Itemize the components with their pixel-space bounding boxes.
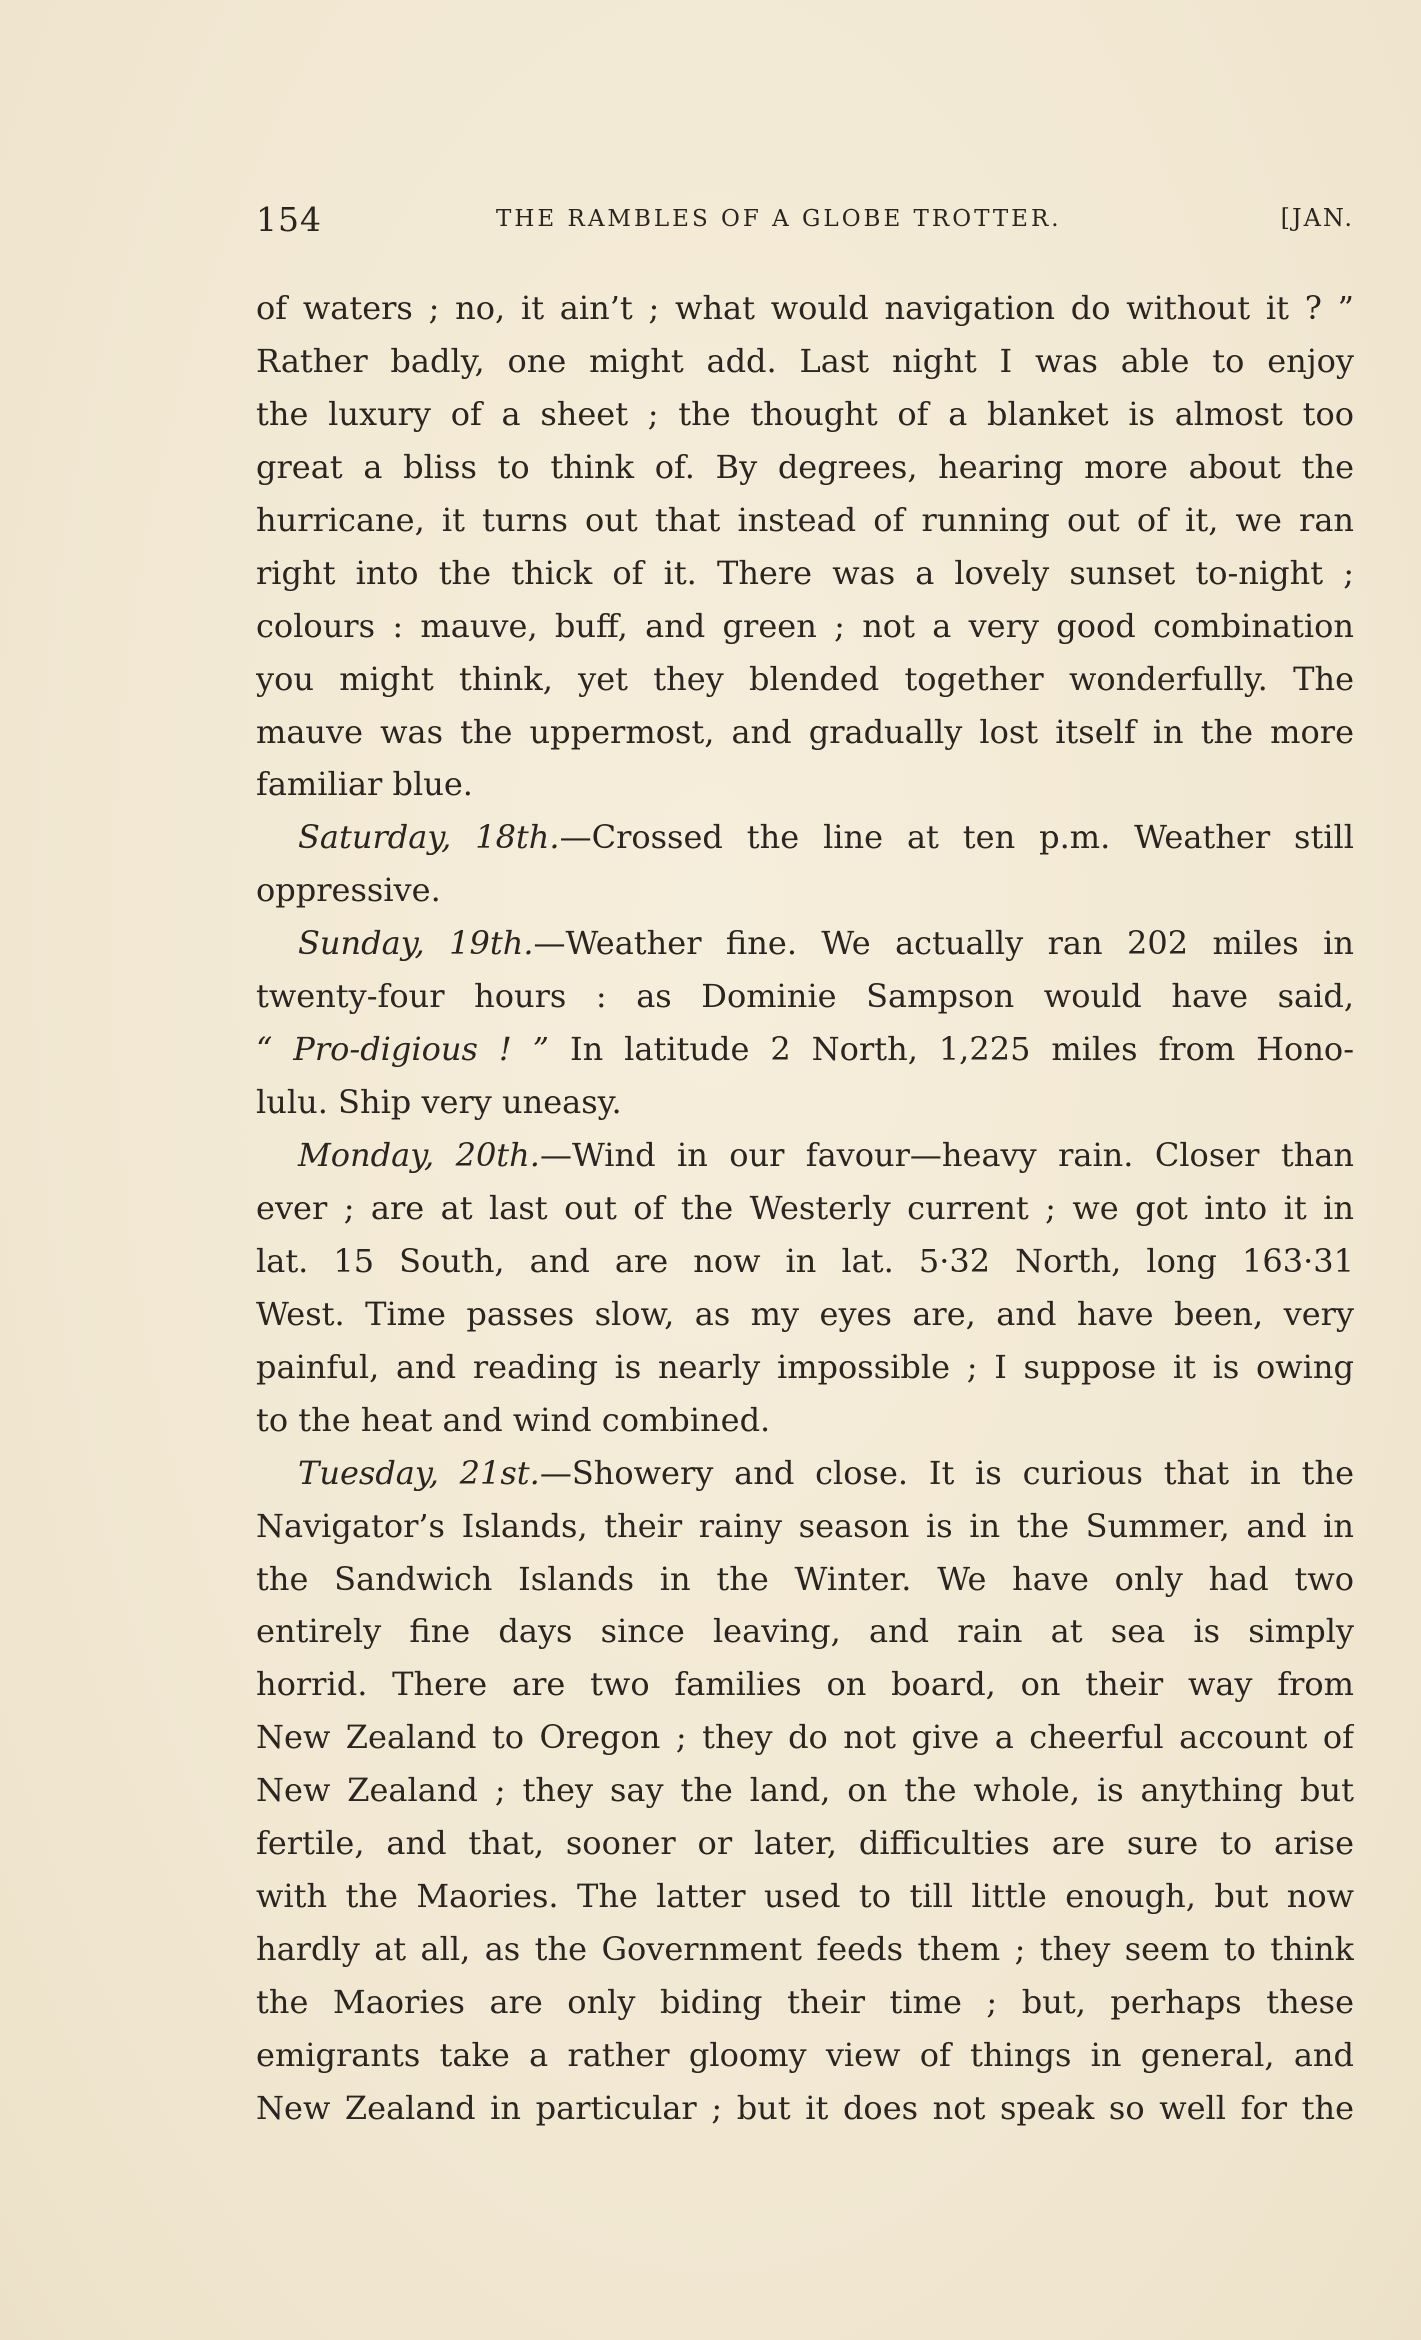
text-line: entirely fine days since leaving, and rain at sea is simply <box>256 1612 1354 1651</box>
entry-text: —Weather fine. We actually ran 202 miles in <box>533 924 1354 963</box>
text-line: fertile, and that, sooner or later, difficulties are sure to arise <box>256 1824 1354 1863</box>
entry-text: —Wind in our favour—heavy rain. Closer than <box>539 1136 1354 1174</box>
page-number: 154 <box>256 200 322 239</box>
text-line: Navigator’s Islands, their rainy season is in the Summer, and in <box>256 1506 1354 1545</box>
text-line: familiar blue. <box>256 765 473 804</box>
text-line: mauve was the uppermost, and gradually lost itself in the more <box>256 712 1354 751</box>
text-line: of waters ; no, it ain’t ; what would navigation do without it ? ” <box>256 289 1354 327</box>
diary-entry-monday <box>256 1129 1354 1182</box>
entry-date: Sunday, 19th. <box>298 924 534 963</box>
diary-entry-tuesday <box>256 1447 1354 1500</box>
text-line: West. Time passes slow, as my eyes are, and have been, very <box>256 1294 1354 1333</box>
text-line: emigrants take a rather gloomy view of things in general, and <box>256 2035 1354 2074</box>
text-line: Rather badly, one might add. Last night I was able to enjoy <box>256 341 1354 380</box>
running-header <box>256 200 1354 240</box>
text-line: hurricane, it turns out that instead of running out of it, we ran <box>256 500 1354 539</box>
running-title: THE RAMBLES OF A GLOBE TROTTER. <box>496 206 1062 232</box>
entry-date: Monday, 20th. <box>298 1136 540 1174</box>
entry-text: In latitude 2 North, 1,225 miles from Hono- <box>549 1030 1354 1069</box>
text-line: the Sandwich Islands in the Winter. We have only had two <box>256 1559 1354 1598</box>
text-line: New Zealand ; they say the land, on the whole, is anything but <box>256 1771 1354 1810</box>
text-line: the Maories are only biding their time ; but, perhaps these <box>256 1983 1354 2021</box>
text-line-quote <box>256 1023 1354 1076</box>
text-line: lat. 15 South, and are now in lat. 5·32 North, long 163·31 <box>256 1241 1354 1280</box>
entry-text: —Showery and close. It is curious that in the <box>539 1453 1354 1492</box>
text-line: with the Maories. The latter used to till little enough, but now <box>256 1877 1354 1916</box>
text-line: great a bliss to think of. By degrees, hearing more about the <box>256 447 1354 486</box>
text-line: right into the thick of it. There was a lovely sunset to-night ; <box>256 553 1354 592</box>
text-line: painful, and reading is nearly impossible ; I suppose it is owing <box>256 1347 1354 1386</box>
month-marker: [JAN. <box>1280 204 1354 232</box>
text-line: New Zealand to Oregon ; they do not give a cheerful account of <box>256 1718 1354 1757</box>
text-line: the luxury of a sheet ; the thought of a blanket is almost too <box>256 394 1354 433</box>
entry-date: Tuesday, 21st. <box>298 1453 540 1492</box>
quoted-exclamation: “ Pro-digious ! ” <box>256 1030 550 1069</box>
text-line: ever ; are at last out of the Westerly current ; we got into it in <box>256 1188 1354 1227</box>
text-line: you might think, yet they blended together wonderfully. The <box>256 659 1354 698</box>
entry-text: —Crossed the line at ten p.m. Weather still <box>559 818 1354 857</box>
text-line: lulu. Ship very uneasy. <box>256 1083 622 1122</box>
text-line: twenty-four hours : as Dominie Sampson would have said, <box>256 977 1354 1016</box>
entry-date: Saturday, 18th. <box>298 818 560 857</box>
text-line: horrid. There are two families on board, on their way from <box>256 1665 1354 1704</box>
text-line: oppressive. <box>256 871 441 910</box>
diary-entry-sunday <box>256 917 1354 970</box>
text-line: hardly at all, as the Government feeds them ; they seem to think <box>256 1930 1354 1969</box>
diary-entry-saturday <box>256 811 1354 864</box>
text-line: colours : mauve, buff, and green ; not a very good combination <box>256 606 1354 645</box>
text-line: to the heat and wind combined. <box>256 1400 771 1439</box>
body-text <box>256 282 1354 2135</box>
text-line: New Zealand in particular ; but it does not speak so well for the <box>256 2088 1354 2127</box>
